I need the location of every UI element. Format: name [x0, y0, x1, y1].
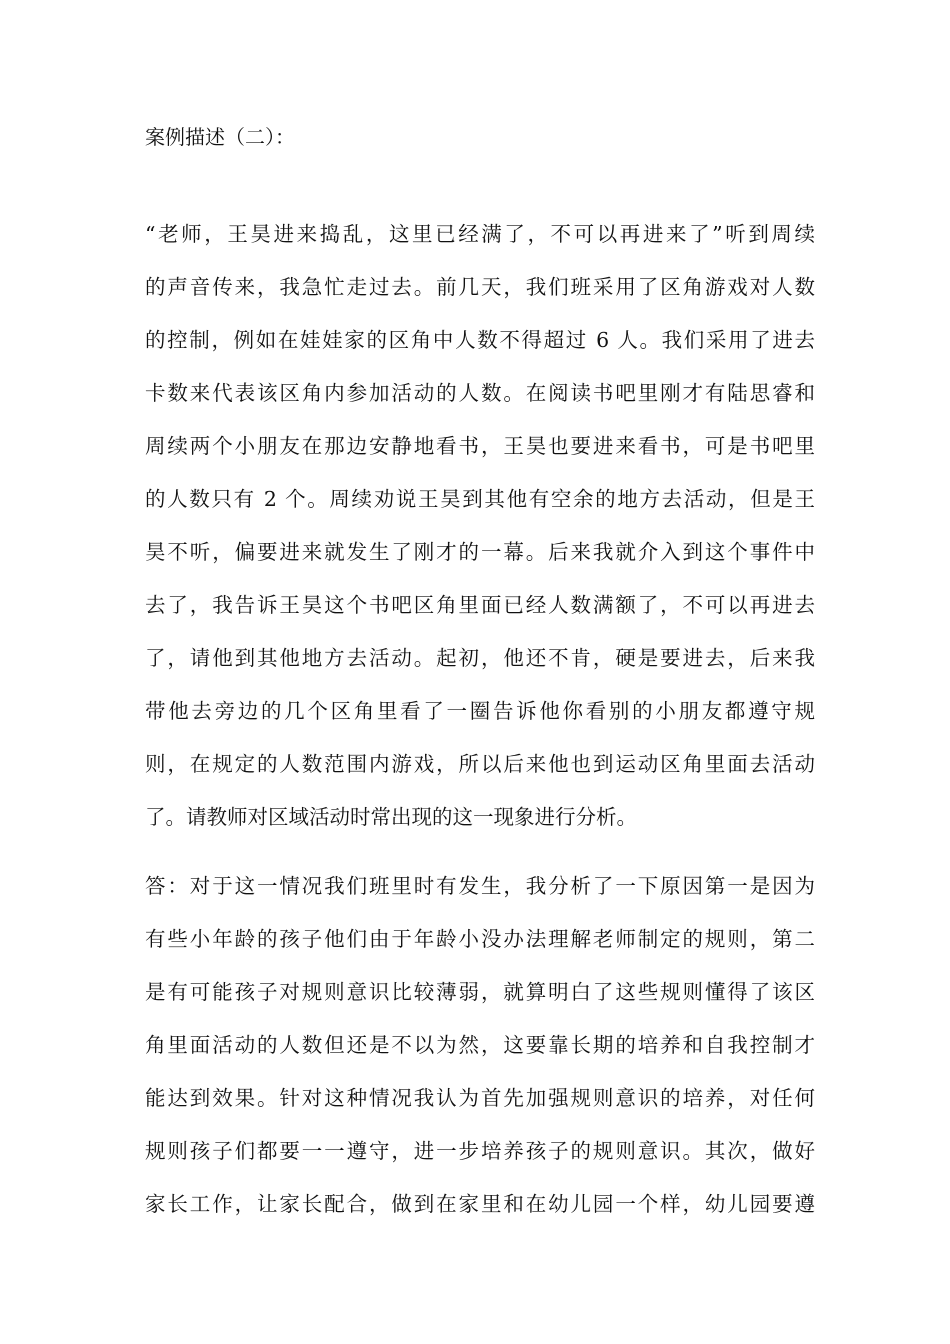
answer-paragraph — [145, 860, 815, 1231]
text-line: 规则孩子们都要一一遵守，进一步培养孩子的规则意识。其次，做好 — [145, 1139, 815, 1163]
text-line: 答：对于这一情况我们班里时有发生，我分析了一下原因第一是因为 — [145, 874, 815, 898]
text-line: “老师，王昊进来捣乱，这里已经满了，不可以再进来了”听到周续 — [145, 222, 815, 246]
text-line: 去了，我告诉王昊这个书吧区角里面已经人数满额了，不可以再进去 — [145, 593, 815, 617]
text-line: 卡数来代表该区角内参加活动的人数。在阅读书吧里刚才有陆思睿和 — [145, 381, 815, 405]
text-line: 则，在规定的人数范围内游戏，所以后来他也到运动区角里面去活动 — [145, 752, 815, 776]
text-line: 能达到效果。针对这种情况我认为首先加强规则意识的培养，对任何 — [145, 1086, 815, 1110]
text-line: 有些小年龄的孩子他们由于年龄小没办法理解老师制定的规则，第二 — [145, 927, 815, 951]
text-line: 的声音传来，我急忙走过去。前几天，我们班采用了区角游戏对人数 — [145, 275, 815, 299]
text-line: 的人数只有 2 个。周续劝说王昊到其他有空余的地方去活动，但是王 — [145, 487, 815, 511]
text-line: 是有可能孩子对规则意识比较薄弱，就算明白了这些规则懂得了该区 — [145, 980, 815, 1004]
text-line: 周续两个小朋友在那边安静地看书，王昊也要进来看书，可是书吧里 — [145, 434, 815, 458]
text-line: 家长工作，让家长配合，做到在家里和在幼儿园一个样，幼儿园要遵 — [145, 1192, 815, 1216]
case-heading: 案例描述（二）： — [145, 125, 295, 149]
text-line: 了，请他到其他地方去活动。起初，他还不肯，硬是要进去，后来我 — [145, 646, 815, 670]
case-description-paragraph — [145, 208, 815, 844]
text-line: 的控制，例如在娃娃家的区角中人数不得超过 6 人。我们采用了进去 — [145, 328, 815, 352]
text-line: 昊不听，偏要进来就发生了刚才的一幕。后来我就介入到这个事件中 — [145, 540, 815, 564]
text-line: 角里面活动的人数但还是不以为然，这要靠长期的培养和自我控制才 — [145, 1033, 815, 1057]
text-line: 带他去旁边的几个区角里看了一圈告诉他你看别的小朋友都遵守规 — [145, 699, 815, 723]
text-line: 了。请教师对区域活动时常出现的这一现象进行分析。 — [145, 805, 637, 829]
